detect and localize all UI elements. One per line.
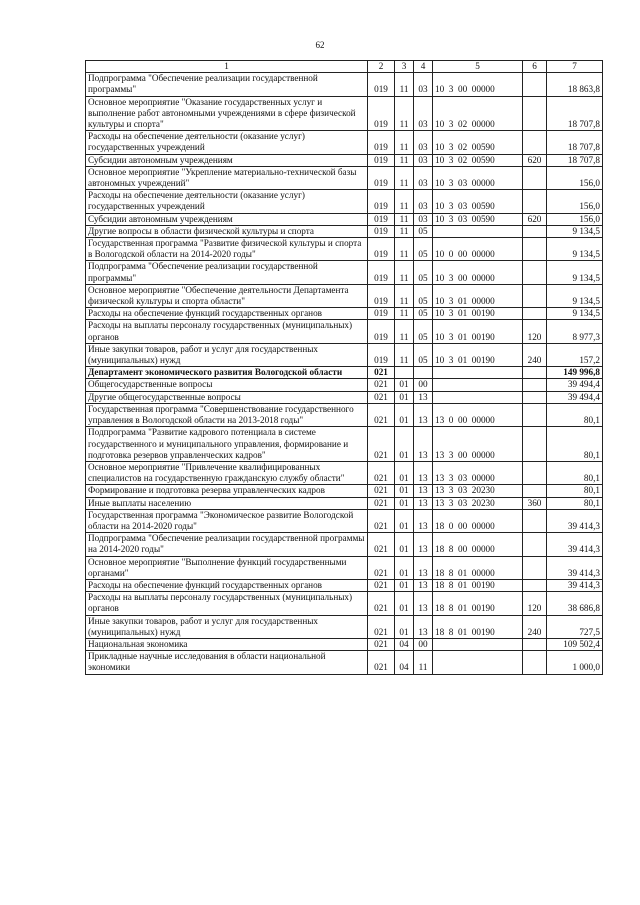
- table-row: [86, 485, 603, 497]
- ministry-code-cell: 021: [368, 497, 395, 509]
- amount-cell: 9 134,5: [547, 261, 603, 284]
- subsection-code-cell: 03: [414, 73, 433, 96]
- ministry-code-cell: 019: [368, 320, 395, 343]
- ministry-code-cell: 021: [368, 579, 395, 591]
- row-name-cell: Подпрограмма "Обеспечение реализации государственной программы": [86, 261, 368, 284]
- row-name-cell: Иные закупки товаров, работ и услуг для государственных (муниципальных) нужд: [86, 343, 368, 366]
- expense-type-cell: 120: [523, 320, 547, 343]
- section-code-cell: 01: [395, 556, 414, 579]
- amount-cell: 156,0: [547, 190, 603, 213]
- amount-cell: 157,2: [547, 343, 603, 366]
- ministry-code-cell: 019: [368, 308, 395, 320]
- expense-type-cell: [523, 533, 547, 556]
- row-name-cell: Основное мероприятие "Оказание государственных услуг и выполнение работ автономными учреждениями в сфере физической культуры и спорта": [86, 96, 368, 131]
- table-row: [86, 284, 603, 307]
- section-code-cell: 11: [395, 154, 414, 166]
- target-article-cell: 13 3 00 00000: [433, 427, 523, 462]
- column-header: 1: [86, 61, 368, 73]
- amount-cell: 80,1: [547, 403, 603, 426]
- expense-type-cell: 240: [523, 615, 547, 638]
- expense-type-cell: [523, 284, 547, 307]
- expense-type-cell: [523, 461, 547, 484]
- target-article-cell: 18 8 01 00190: [433, 615, 523, 638]
- table-row: [86, 154, 603, 166]
- row-name-cell: Общегосударственные вопросы: [86, 379, 368, 391]
- table-row: [86, 427, 603, 462]
- target-article-cell: 10 3 03 00590: [433, 190, 523, 213]
- target-article-cell: 18 8 01 00190: [433, 592, 523, 615]
- section-code-cell: 11: [395, 284, 414, 307]
- row-name-cell: Расходы на обеспечение деятельности (оказание услуг) государственных учреждений: [86, 131, 368, 154]
- amount-cell: 18 707,8: [547, 154, 603, 166]
- target-article-cell: 10 3 03 00590: [433, 213, 523, 225]
- page-number: 62: [315, 40, 325, 50]
- section-code-cell: 11: [395, 166, 414, 189]
- table-row: [86, 190, 603, 213]
- row-name-cell: Подпрограмма "Развитие кадрового потенциала в системе государственного и муниципального управления, формирование и подготовка резервов управленческих кадров": [86, 427, 368, 462]
- ministry-code-cell: 021: [368, 367, 395, 379]
- section-code-cell: 01: [395, 497, 414, 509]
- target-article-cell: 18 8 01 00190: [433, 579, 523, 591]
- expense-type-cell: [523, 166, 547, 189]
- ministry-code-cell: 021: [368, 391, 395, 403]
- row-name-cell: Расходы на обеспечение деятельности (оказание услуг) государственных учреждений: [86, 190, 368, 213]
- subsection-code-cell: 03: [414, 131, 433, 154]
- budget-table: [85, 60, 603, 675]
- amount-cell: 9 134,5: [547, 308, 603, 320]
- subsection-code-cell: 03: [414, 213, 433, 225]
- ministry-code-cell: 021: [368, 403, 395, 426]
- target-article-cell: 10 3 03 00000: [433, 166, 523, 189]
- expense-type-cell: [523, 509, 547, 532]
- amount-cell: 18 863,8: [547, 73, 603, 96]
- expense-type-cell: [523, 308, 547, 320]
- section-code-cell: 11: [395, 131, 414, 154]
- table-row: [86, 225, 603, 237]
- expense-type-cell: [523, 190, 547, 213]
- section-code-cell: 01: [395, 579, 414, 591]
- expense-type-cell: 240: [523, 343, 547, 366]
- ministry-code-cell: 019: [368, 225, 395, 237]
- amount-cell: 1 000,0: [547, 651, 603, 674]
- section-code-cell: 11: [395, 225, 414, 237]
- subsection-code-cell: 00: [414, 638, 433, 650]
- table-row: [86, 96, 603, 131]
- amount-cell: 39 414,3: [547, 533, 603, 556]
- row-name-cell: Подпрограмма "Обеспечение реализации государственной программы на 2014-2020 годы": [86, 533, 368, 556]
- table-row: [86, 166, 603, 189]
- section-code-cell: 11: [395, 213, 414, 225]
- expense-type-cell: 620: [523, 154, 547, 166]
- row-name-cell: Государственная программа "Экономическое развитие Вологодской области на 2014-2020 годы": [86, 509, 368, 532]
- amount-cell: 9 134,5: [547, 225, 603, 237]
- subsection-code-cell: 13: [414, 485, 433, 497]
- ministry-code-cell: 021: [368, 427, 395, 462]
- section-code-cell: 11: [395, 238, 414, 261]
- amount-cell: 18 707,8: [547, 131, 603, 154]
- section-code-cell: [395, 367, 414, 379]
- section-code-cell: 01: [395, 427, 414, 462]
- amount-cell: 727,5: [547, 615, 603, 638]
- section-code-cell: 01: [395, 533, 414, 556]
- target-article-cell: 13 3 03 00000: [433, 461, 523, 484]
- table-row: [86, 556, 603, 579]
- target-article-cell: 10 3 00 00000: [433, 73, 523, 96]
- row-name-cell: Иные закупки товаров, работ и услуг для государственных (муниципальных) нужд: [86, 615, 368, 638]
- table-row: [86, 497, 603, 509]
- expense-type-cell: [523, 579, 547, 591]
- target-article-cell: 18 0 00 00000: [433, 509, 523, 532]
- expense-type-cell: [523, 73, 547, 96]
- expense-type-cell: [523, 403, 547, 426]
- subsection-code-cell: 05: [414, 308, 433, 320]
- row-name-cell: Государственная программа "Развитие физической культуры и спорта в Вологодской области на 2014-2020 годы": [86, 238, 368, 261]
- subsection-code-cell: 03: [414, 154, 433, 166]
- row-name-cell: Иные выплаты населению: [86, 497, 368, 509]
- amount-cell: 18 707,8: [547, 96, 603, 131]
- expense-type-cell: [523, 261, 547, 284]
- ministry-code-cell: 021: [368, 592, 395, 615]
- section-code-cell: 11: [395, 320, 414, 343]
- target-article-cell: 10 3 02 00590: [433, 131, 523, 154]
- amount-cell: 39 414,3: [547, 579, 603, 591]
- expense-type-cell: [523, 427, 547, 462]
- expense-type-cell: [523, 556, 547, 579]
- row-name-cell: Субсидии автономным учреждениям: [86, 213, 368, 225]
- subsection-code-cell: 13: [414, 579, 433, 591]
- table-row: [86, 367, 603, 379]
- table-row: [86, 379, 603, 391]
- amount-cell: 80,1: [547, 485, 603, 497]
- table-row: [86, 509, 603, 532]
- subsection-code-cell: 13: [414, 461, 433, 484]
- target-article-cell: 13 3 03 20230: [433, 485, 523, 497]
- expense-type-cell: [523, 485, 547, 497]
- ministry-code-cell: 021: [368, 509, 395, 532]
- target-article-cell: 10 3 01 00190: [433, 308, 523, 320]
- ministry-code-cell: 019: [368, 73, 395, 96]
- subsection-code-cell: 03: [414, 96, 433, 131]
- expense-type-cell: [523, 391, 547, 403]
- section-code-cell: 01: [395, 592, 414, 615]
- table-row: [86, 592, 603, 615]
- target-article-cell: 10 3 02 00000: [433, 96, 523, 131]
- row-name-cell: Расходы на выплаты персоналу государственных (муниципальных) органов: [86, 592, 368, 615]
- row-name-cell: Основное мероприятие "Привлечение квалифицированных специалистов на государственную гражданскую службу области": [86, 461, 368, 484]
- column-header: 7: [547, 61, 603, 73]
- subsection-code-cell: 03: [414, 190, 433, 213]
- ministry-code-cell: 021: [368, 638, 395, 650]
- row-name-cell: Подпрограмма "Обеспечение реализации государственной программы": [86, 73, 368, 96]
- amount-cell: 38 686,8: [547, 592, 603, 615]
- row-name-cell: Основное мероприятие "Укрепление материально-технической базы автономных учреждений": [86, 166, 368, 189]
- expense-type-cell: [523, 238, 547, 261]
- ministry-code-cell: 021: [368, 379, 395, 391]
- amount-cell: 8 977,3: [547, 320, 603, 343]
- row-name-cell: Департамент экономического развития Вологодской области: [86, 367, 368, 379]
- amount-cell: 39 414,3: [547, 556, 603, 579]
- table-row: [86, 651, 603, 674]
- table-row: [86, 131, 603, 154]
- table-row: [86, 638, 603, 650]
- amount-cell: 156,0: [547, 166, 603, 189]
- section-code-cell: 01: [395, 403, 414, 426]
- target-article-cell: [433, 379, 523, 391]
- ministry-code-cell: 019: [368, 284, 395, 307]
- table-row: [86, 238, 603, 261]
- ministry-code-cell: 021: [368, 533, 395, 556]
- amount-cell: 9 134,5: [547, 284, 603, 307]
- target-article-cell: 10 3 01 00000: [433, 284, 523, 307]
- table-row: [86, 320, 603, 343]
- target-article-cell: 13 3 03 20230: [433, 497, 523, 509]
- subsection-code-cell: 13: [414, 391, 433, 403]
- expense-type-cell: [523, 131, 547, 154]
- target-article-cell: 18 8 00 00000: [433, 533, 523, 556]
- expense-type-cell: [523, 638, 547, 650]
- section-code-cell: 01: [395, 509, 414, 532]
- ministry-code-cell: 019: [368, 343, 395, 366]
- row-name-cell: Расходы на выплаты персоналу государственных (муниципальных) органов: [86, 320, 368, 343]
- target-article-cell: [433, 225, 523, 237]
- expense-type-cell: 620: [523, 213, 547, 225]
- section-code-cell: 01: [395, 391, 414, 403]
- target-article-cell: 13 0 00 00000: [433, 403, 523, 426]
- ministry-code-cell: 021: [368, 485, 395, 497]
- subsection-code-cell: 11: [414, 651, 433, 674]
- section-code-cell: 01: [395, 379, 414, 391]
- expense-type-cell: [523, 651, 547, 674]
- target-article-cell: 10 3 01 00190: [433, 343, 523, 366]
- column-header: 2: [368, 61, 395, 73]
- subsection-code-cell: 13: [414, 556, 433, 579]
- section-code-cell: 11: [395, 73, 414, 96]
- amount-cell: 80,1: [547, 427, 603, 462]
- expense-type-cell: 360: [523, 497, 547, 509]
- target-article-cell: 10 0 00 00000: [433, 238, 523, 261]
- target-article-cell: [433, 651, 523, 674]
- table-row: [86, 391, 603, 403]
- column-header: 3: [395, 61, 414, 73]
- expense-type-cell: [523, 225, 547, 237]
- amount-cell: 149 996,8: [547, 367, 603, 379]
- amount-cell: 39 494,4: [547, 379, 603, 391]
- row-name-cell: Формирование и подготовка резерва управленческих кадров: [86, 485, 368, 497]
- subsection-code-cell: 05: [414, 261, 433, 284]
- ministry-code-cell: 019: [368, 238, 395, 261]
- target-article-cell: 10 3 00 00000: [433, 261, 523, 284]
- subsection-code-cell: 05: [414, 225, 433, 237]
- amount-cell: 80,1: [547, 497, 603, 509]
- section-code-cell: 11: [395, 261, 414, 284]
- row-name-cell: Расходы на обеспечение функций государственных органов: [86, 308, 368, 320]
- column-header: 5: [433, 61, 523, 73]
- ministry-code-cell: 019: [368, 166, 395, 189]
- expense-type-cell: [523, 367, 547, 379]
- target-article-cell: 18 8 01 00000: [433, 556, 523, 579]
- table-row: [86, 308, 603, 320]
- subsection-code-cell: 05: [414, 320, 433, 343]
- section-code-cell: 11: [395, 96, 414, 131]
- table-row: [86, 533, 603, 556]
- ministry-code-cell: 021: [368, 556, 395, 579]
- ministry-code-cell: 019: [368, 261, 395, 284]
- subsection-code-cell: 05: [414, 343, 433, 366]
- target-article-cell: [433, 367, 523, 379]
- table-row: [86, 615, 603, 638]
- expense-type-cell: [523, 379, 547, 391]
- table-row: [86, 403, 603, 426]
- amount-cell: 39 414,3: [547, 509, 603, 532]
- table-row: [86, 461, 603, 484]
- row-name-cell: Расходы на обеспечение функций государственных органов: [86, 579, 368, 591]
- column-header: 4: [414, 61, 433, 73]
- table-row: [86, 73, 603, 96]
- subsection-code-cell: 03: [414, 166, 433, 189]
- target-article-cell: [433, 391, 523, 403]
- column-header: 6: [523, 61, 547, 73]
- ministry-code-cell: 021: [368, 651, 395, 674]
- ministry-code-cell: 019: [368, 154, 395, 166]
- amount-cell: 9 134,5: [547, 238, 603, 261]
- expense-type-cell: [523, 96, 547, 131]
- row-name-cell: Основное мероприятие "Выполнение функций государственными органами": [86, 556, 368, 579]
- amount-cell: 80,1: [547, 461, 603, 484]
- subsection-code-cell: 13: [414, 533, 433, 556]
- section-code-cell: 11: [395, 308, 414, 320]
- section-code-cell: 01: [395, 461, 414, 484]
- subsection-code-cell: 00: [414, 379, 433, 391]
- table-row: [86, 579, 603, 591]
- subsection-code-cell: 13: [414, 403, 433, 426]
- subsection-code-cell: 05: [414, 284, 433, 307]
- amount-cell: 39 494,4: [547, 391, 603, 403]
- section-code-cell: 04: [395, 638, 414, 650]
- amount-cell: 156,0: [547, 213, 603, 225]
- table-row: [86, 343, 603, 366]
- subsection-code-cell: [414, 367, 433, 379]
- expense-type-cell: 120: [523, 592, 547, 615]
- row-name-cell: Основное мероприятие "Обеспечение деятельности Департамента физической культуры и спорта области": [86, 284, 368, 307]
- subsection-code-cell: 05: [414, 238, 433, 261]
- target-article-cell: 10 3 02 00590: [433, 154, 523, 166]
- subsection-code-cell: 13: [414, 592, 433, 615]
- row-name-cell: Другие вопросы в области физической культуры и спорта: [86, 225, 368, 237]
- ministry-code-cell: 021: [368, 615, 395, 638]
- section-code-cell: 11: [395, 343, 414, 366]
- ministry-code-cell: 019: [368, 131, 395, 154]
- table-header-row: [86, 61, 603, 73]
- subsection-code-cell: 13: [414, 497, 433, 509]
- amount-cell: 109 502,4: [547, 638, 603, 650]
- row-name-cell: Субсидии автономным учреждениям: [86, 154, 368, 166]
- section-code-cell: 01: [395, 485, 414, 497]
- subsection-code-cell: 13: [414, 615, 433, 638]
- section-code-cell: 01: [395, 615, 414, 638]
- ministry-code-cell: 019: [368, 96, 395, 131]
- row-name-cell: Государственная программа "Совершенствование государственного управления в Вологодской области на 2013-2018 годы": [86, 403, 368, 426]
- section-code-cell: 11: [395, 190, 414, 213]
- ministry-code-cell: 019: [368, 190, 395, 213]
- subsection-code-cell: 13: [414, 427, 433, 462]
- row-name-cell: Другие общегосударственные вопросы: [86, 391, 368, 403]
- ministry-code-cell: 019: [368, 213, 395, 225]
- target-article-cell: [433, 638, 523, 650]
- ministry-code-cell: 021: [368, 461, 395, 484]
- table-row: [86, 213, 603, 225]
- subsection-code-cell: 13: [414, 509, 433, 532]
- row-name-cell: Национальная экономика: [86, 638, 368, 650]
- target-article-cell: 10 3 01 00190: [433, 320, 523, 343]
- section-code-cell: 04: [395, 651, 414, 674]
- row-name-cell: Прикладные научные исследования в области национальной экономики: [86, 651, 368, 674]
- table-row: [86, 261, 603, 284]
